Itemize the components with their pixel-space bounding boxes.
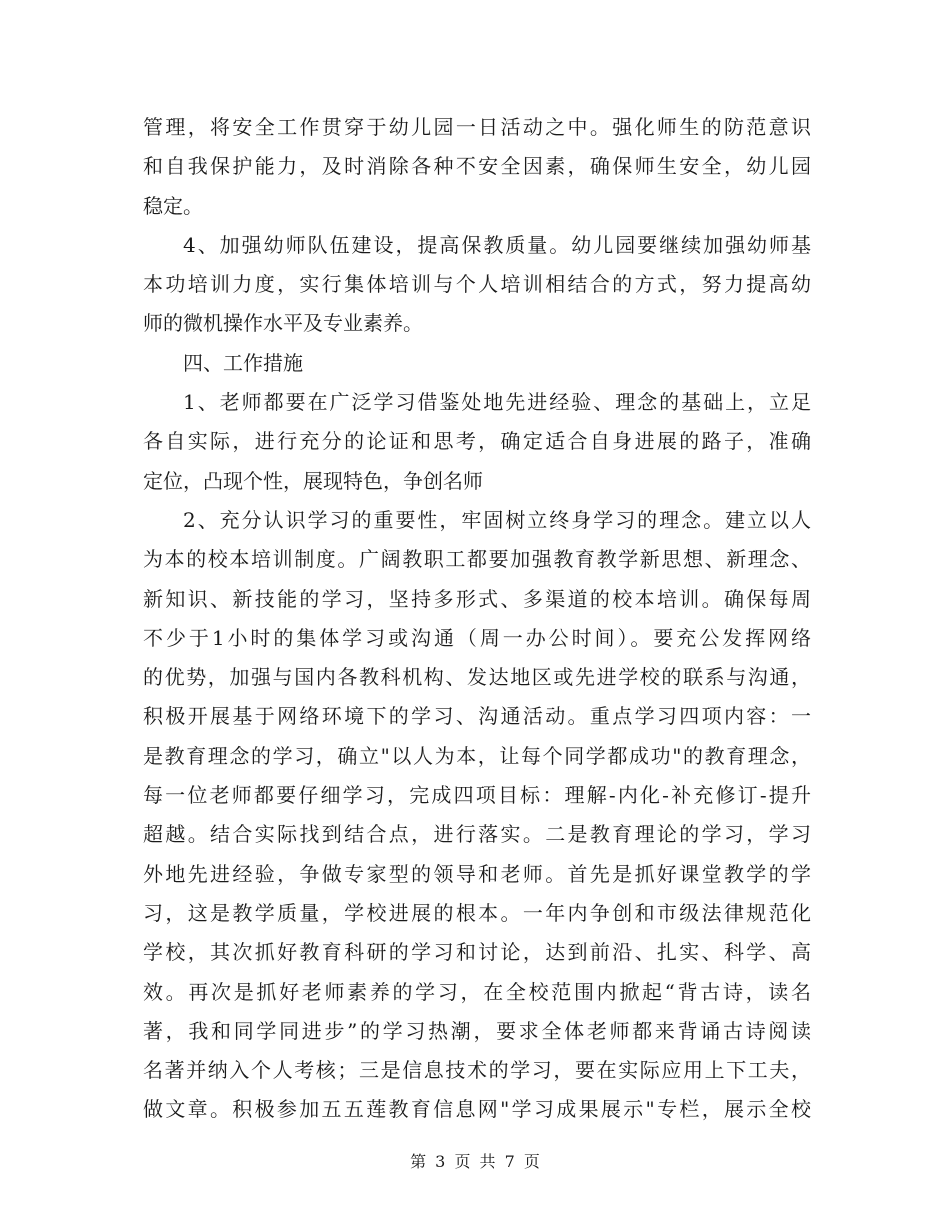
text-line: 名著并纳入个人考核；三是信息技术的学习，要在实际应用上下工夫， (143, 1058, 811, 1083)
text-line: 每一位老师都要仔细学习，完成四项目标：理解-内化-补充修订-提升 (143, 783, 811, 808)
text-line: 习，这是教学质量，学校进展的根本。一年内争创和市级法律规范化 (143, 900, 811, 925)
text-line: 的优势，加强与国内各教科机构、发达地区或先进学校的联系与沟通， (143, 665, 811, 690)
text-line: 定位，凸现个性，展现特色，争创名师 (143, 468, 483, 493)
text-line: 为本的校本培训制度。广阔教职工都要加强教育教学新思想、新理念、 (143, 547, 811, 572)
text-line: 1、老师都要在广泛学习借鉴处地先进经验、理念的基础上，立足 (183, 390, 811, 415)
text-line: 本功培训力度，实行集体培训与个人培训相结合的方式，努力提高幼 (143, 272, 811, 297)
text-line: 积极开展基于网络环境下的学习、沟通活动。重点学习四项内容：一 (143, 704, 811, 729)
text-line: 稳定。 (143, 193, 203, 218)
text-line: 不少于1小时的集体学习或沟通（周一办公时间）。要充公发挥网络 (143, 625, 811, 650)
text-line: 是教育理念的学习，确立"以人为本，让每个同学都成功"的教育理念， (143, 743, 811, 768)
text-line: 4、加强幼师队伍建设，提高保教质量。幼儿园要继续加强幼师基 (183, 232, 811, 257)
text-line: 和自我保护能力，及时消除各种不安全因素，确保师生安全，幼儿园 (143, 154, 811, 179)
text-line: 效。再次是抓好老师素养的学习，在全校范围内掀起“背古诗，读名 (143, 979, 811, 1004)
text-line: 管理，将安全工作贯穿于幼儿园一日活动之中。强化师生的防范意识 (143, 115, 811, 139)
text-line: 学校，其次抓好教育科研的学习和讨论，达到前沿、扎实、科学、高 (143, 940, 811, 965)
page-number: 第 3 页 共 7 页 (410, 1152, 540, 1171)
document-body (143, 108, 811, 1130)
text-line: 新知识、新技能的学习，坚持多形式、多渠道的校本培训。确保每周 (143, 586, 811, 611)
text-line: 著，我和同学同进步”的学习热潮，要求全体老师都来背诵古诗阅读 (143, 1018, 811, 1043)
section-heading: 四、工作措施 (183, 350, 303, 375)
text-line: 各自实际，进行充分的论证和思考，确定适合自身进展的路子，准确 (143, 429, 811, 454)
text-line: 2、充分认识学习的重要性，牢固树立终身学习的理念。建立以人 (183, 507, 811, 532)
text-line: 外地先进经验，争做专家型的领导和老师。首先是抓好课堂教学的学 (143, 861, 811, 886)
text-line: 做文章。积极参加五五莲教育信息网"学习成果展示"专栏，展示全校 (143, 1097, 811, 1122)
text-line: 超越。结合实际找到结合点，进行落实。二是教育理论的学习，学习 (143, 822, 811, 847)
text-line: 师的微机操作水平及专业素养。 (143, 311, 423, 336)
